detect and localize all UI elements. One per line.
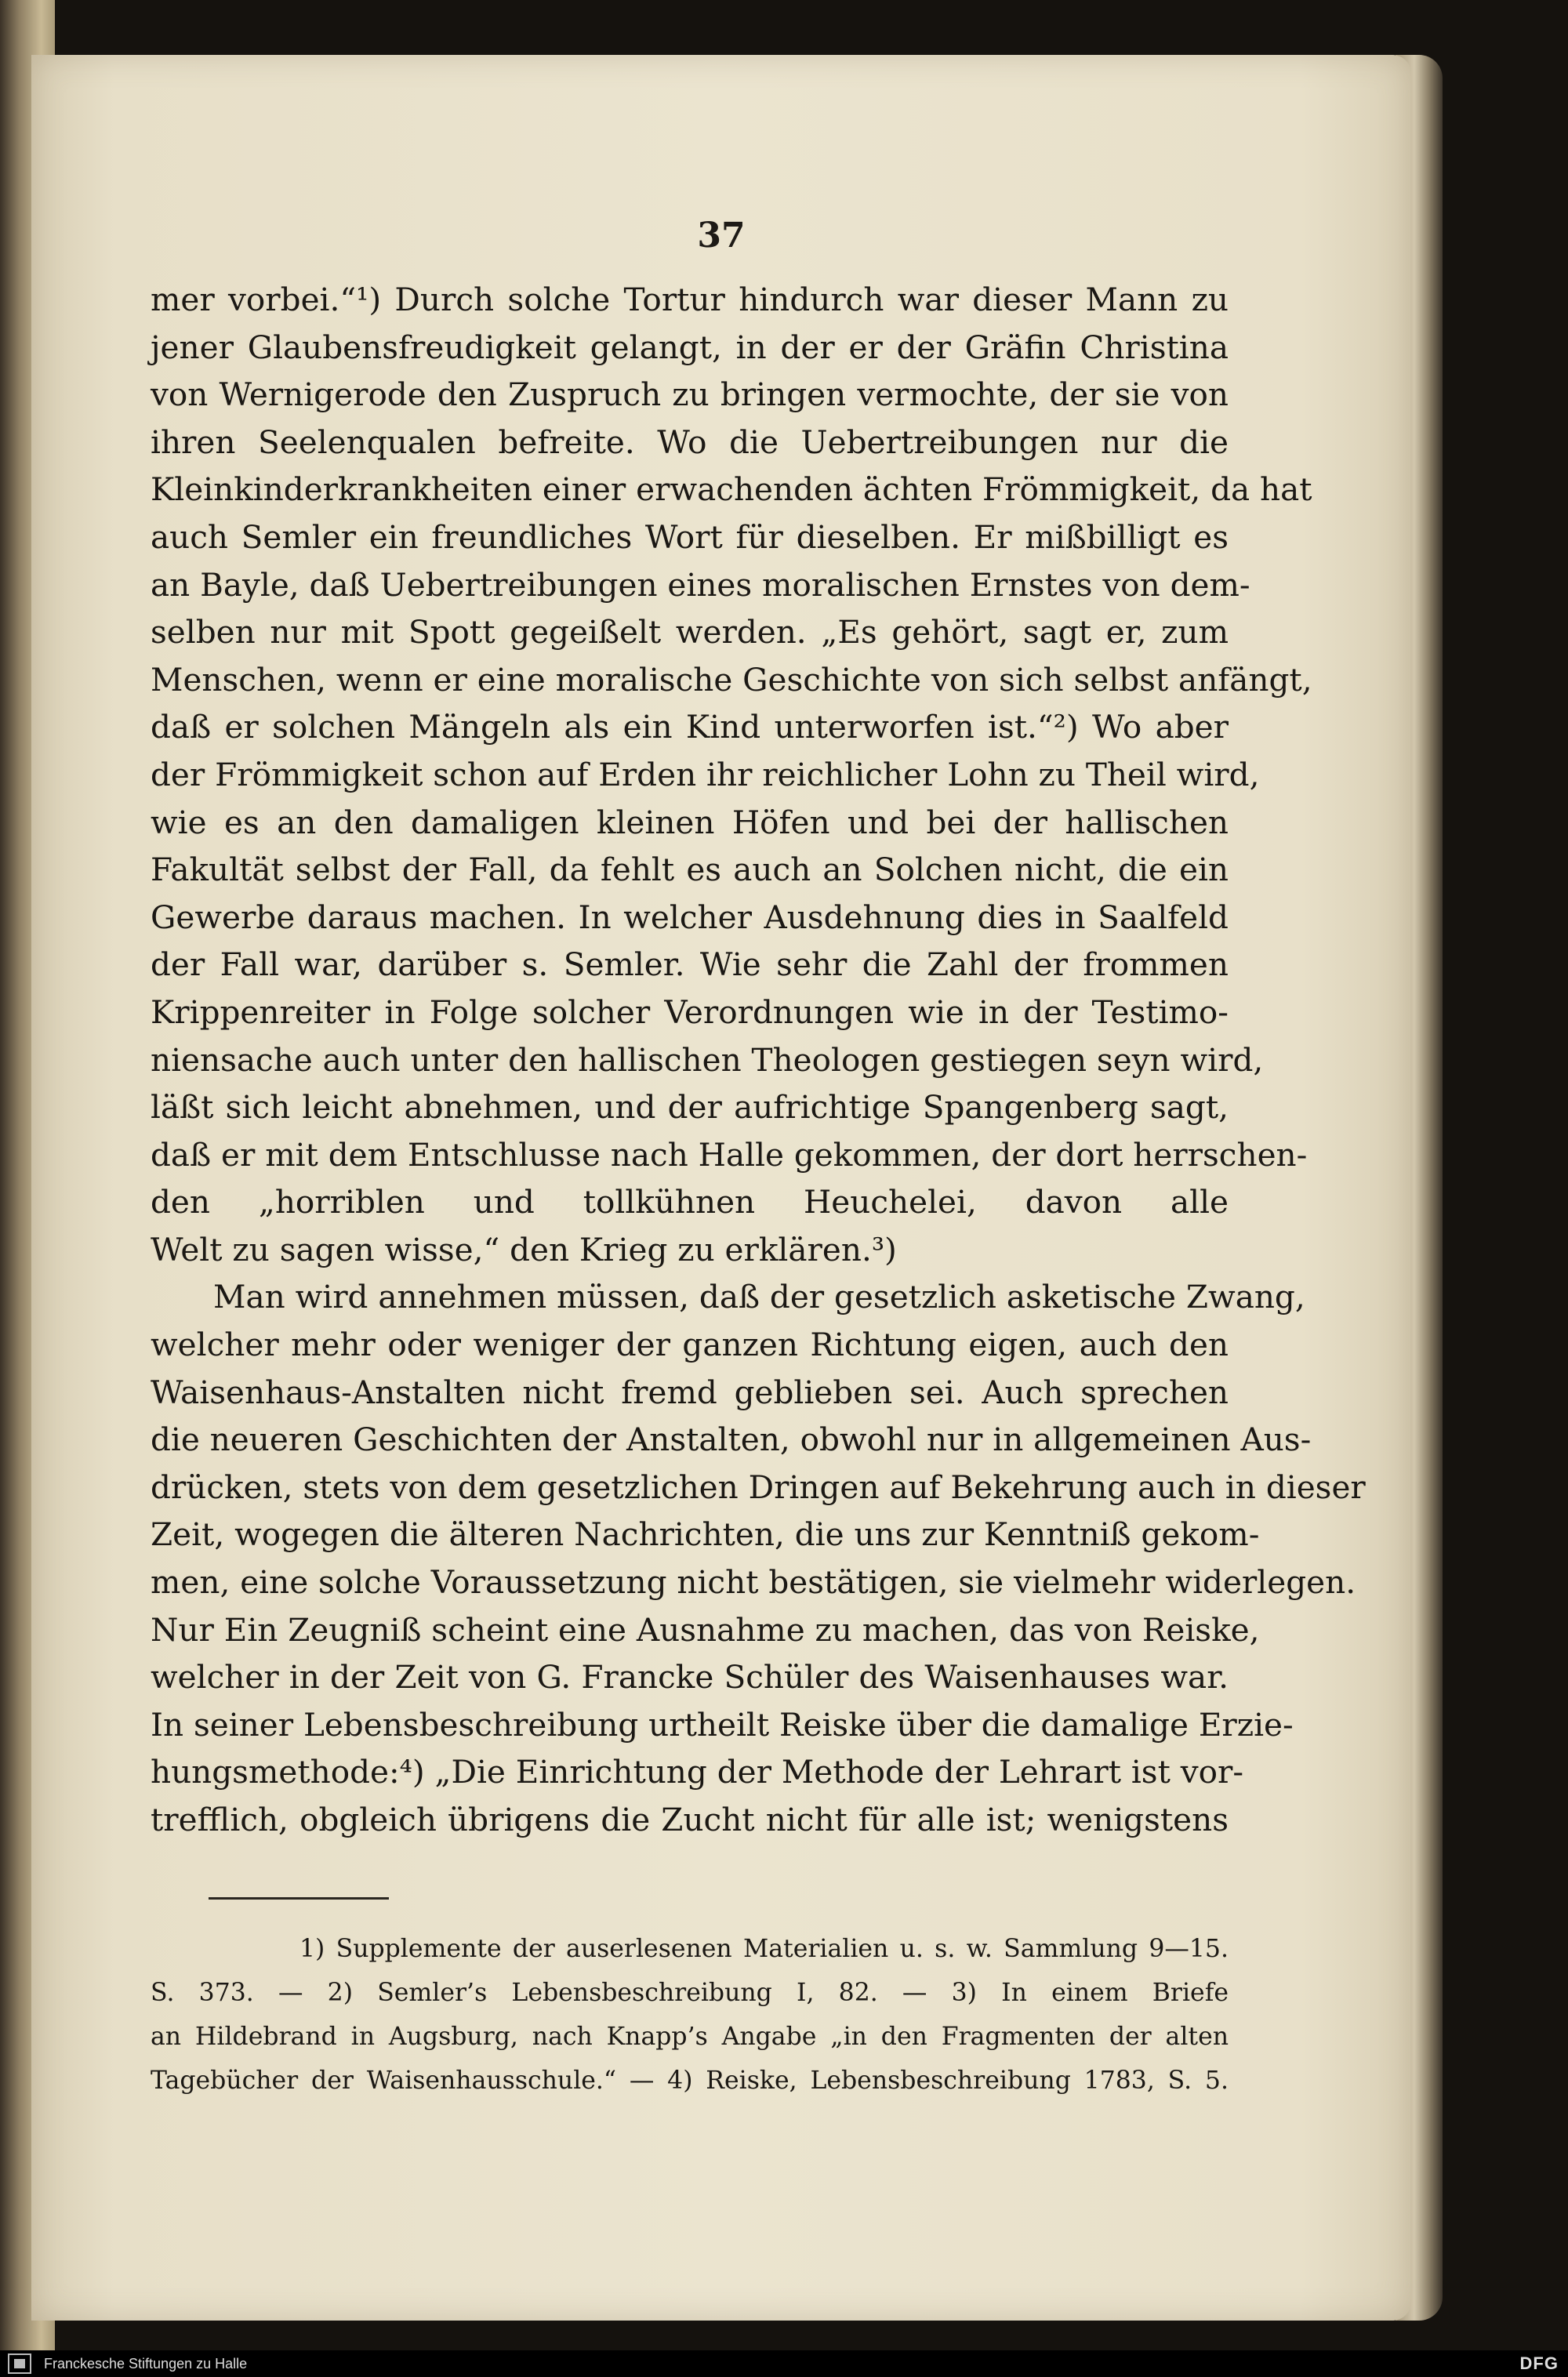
page-number: 37: [697, 216, 746, 256]
text-line: läßt sich leicht abnehmen, und der aufrichtige Spangenberg sagt,: [151, 1088, 1229, 1127]
text-line: drücken, stets von dem gesetzlichen Dringen auf Bekehrung auch in dieser: [151, 1468, 1366, 1506]
body-text: [151, 276, 1366, 1844]
text-line: welcher in der Zeit von G. Francke Schüler des Waisenhauses war.: [151, 1658, 1229, 1697]
footer-institution: Franckesche Stiftungen zu Halle: [44, 2356, 248, 2372]
text-line: Man wird annehmen müssen, daß der gesetzlich asketische Zwang,: [213, 1278, 1305, 1316]
text-line: In seiner Lebensbeschreibung urtheilt Reiske über die damalige Erzie-: [151, 1705, 1294, 1744]
footnote-line: S. 373. — 2) Semler’s Lebensbeschreibung I, 82. — 3) In einem Briefe: [151, 1979, 1229, 2007]
text-line: den „horriblen und tollkühnen Heuchelei, davon alle: [151, 1183, 1229, 1221]
text-line: Nur Ein Zeugniß scheint eine Ausnahme zu machen, das von Reiske,: [151, 1610, 1260, 1649]
text-line: daß er mit dem Entschlusse nach Halle gekommen, der dort herrschen-: [151, 1135, 1308, 1174]
institution-logo-icon: [8, 2353, 31, 2374]
text-line: die neueren Geschichten der Anstalten, obwohl nur in allgemeinen Aus-: [151, 1421, 1312, 1459]
text-line: der Frömmigkeit schon auf Erden ihr reichlicher Lohn zu Theil wird,: [151, 755, 1260, 793]
text-line: trefflich, obgleich übrigens die Zucht nicht für alle ist; wenigstens: [151, 1801, 1229, 1838]
text-line: Waisenhaus-Anstalten nicht fremd geblieben sei. Auch sprechen: [151, 1373, 1229, 1411]
footnotes: [151, 1927, 1229, 2103]
footer-bar: [0, 2350, 1568, 2377]
footnote-line: 1) Supplemente der auserlesenen Materialien u. s. w. Sammlung 9—15.: [299, 1935, 1229, 1963]
text-line: Krippenreiter in Folge solcher Verordnungen wie in der Testimo-: [151, 993, 1229, 1031]
text-line: Fakultät selbst der Fall, da fehlt es auch an Solchen nicht, die ein: [151, 851, 1229, 889]
text-line: auch Semler ein freundliches Wort für dieselben. Er mißbilligt es: [151, 517, 1229, 556]
text-line: an Bayle, daß Uebertreibungen eines moralischen Ernstes von dem-: [151, 565, 1250, 604]
text-line: men, eine solche Voraussetzung nicht bestätigen, sie vielmehr widerlegen.: [151, 1563, 1356, 1602]
text-line: hungsmethode:⁴) „Die Einrichtung der Methode der Lehrart ist vor-: [151, 1753, 1244, 1791]
text-line: der Fall war, darüber s. Semler. Wie sehr die Zahl der frommen: [151, 945, 1229, 984]
text-line: wie es an den damaligen kleinen Höfen und bei der hallischen: [151, 803, 1229, 841]
text-line: Welt zu sagen wisse,“ den Krieg zu erklären.³): [151, 1230, 897, 1268]
text-line: Zeit, wogegen die älteren Nachrichten, die uns zur Kenntniß gekom-: [151, 1515, 1260, 1554]
footnote-divider: [209, 1897, 389, 1900]
text-line: Gewerbe daraus machen. In welcher Ausdehnung dies in Saalfeld: [151, 898, 1229, 936]
text-line: Menschen, wenn er eine moralische Geschichte von sich selbst anfängt,: [151, 660, 1312, 699]
text-line: von Wernigerode den Zuspruch zu bringen vermochte, der sie von: [151, 376, 1229, 414]
text-line: mer vorbei.“¹) Durch solche Tortur hindurch war dieser Mann zu: [151, 281, 1229, 318]
text-line: daß er solchen Mängeln als ein Kind unterworfen ist.“²) Wo aber: [151, 708, 1229, 746]
footnote-line: an Hildebrand in Augsburg, nach Knapp’s Angabe „in den Fragmenten der alten: [151, 2023, 1229, 2051]
footnote-line: Tagebücher der Waisenhausschule.“ — 4) Reiske, Lebensbeschreibung 1783, S. 5.: [151, 2067, 1229, 2095]
dfg-logo: DFG: [1519, 2353, 1559, 2373]
text-line: niensache auch unter den hallischen Theologen gestiegen seyn wird,: [151, 1040, 1264, 1079]
text-line: jener Glaubensfreudigkeit gelangt, in der er der Gräfin Christina: [151, 328, 1229, 366]
text-line: Kleinkinderkrankheiten einer erwachenden ächten Frömmigkeit, da hat: [151, 470, 1312, 509]
text-line: selben nur mit Spott gegeißelt werden. „Es gehört, sagt er, zum: [151, 613, 1229, 651]
text-line: ihren Seelenqualen befreite. Wo die Uebertreibungen nur die: [151, 423, 1229, 461]
text-line: welcher mehr oder weniger der ganzen Richtung eigen, auch den: [151, 1326, 1229, 1364]
